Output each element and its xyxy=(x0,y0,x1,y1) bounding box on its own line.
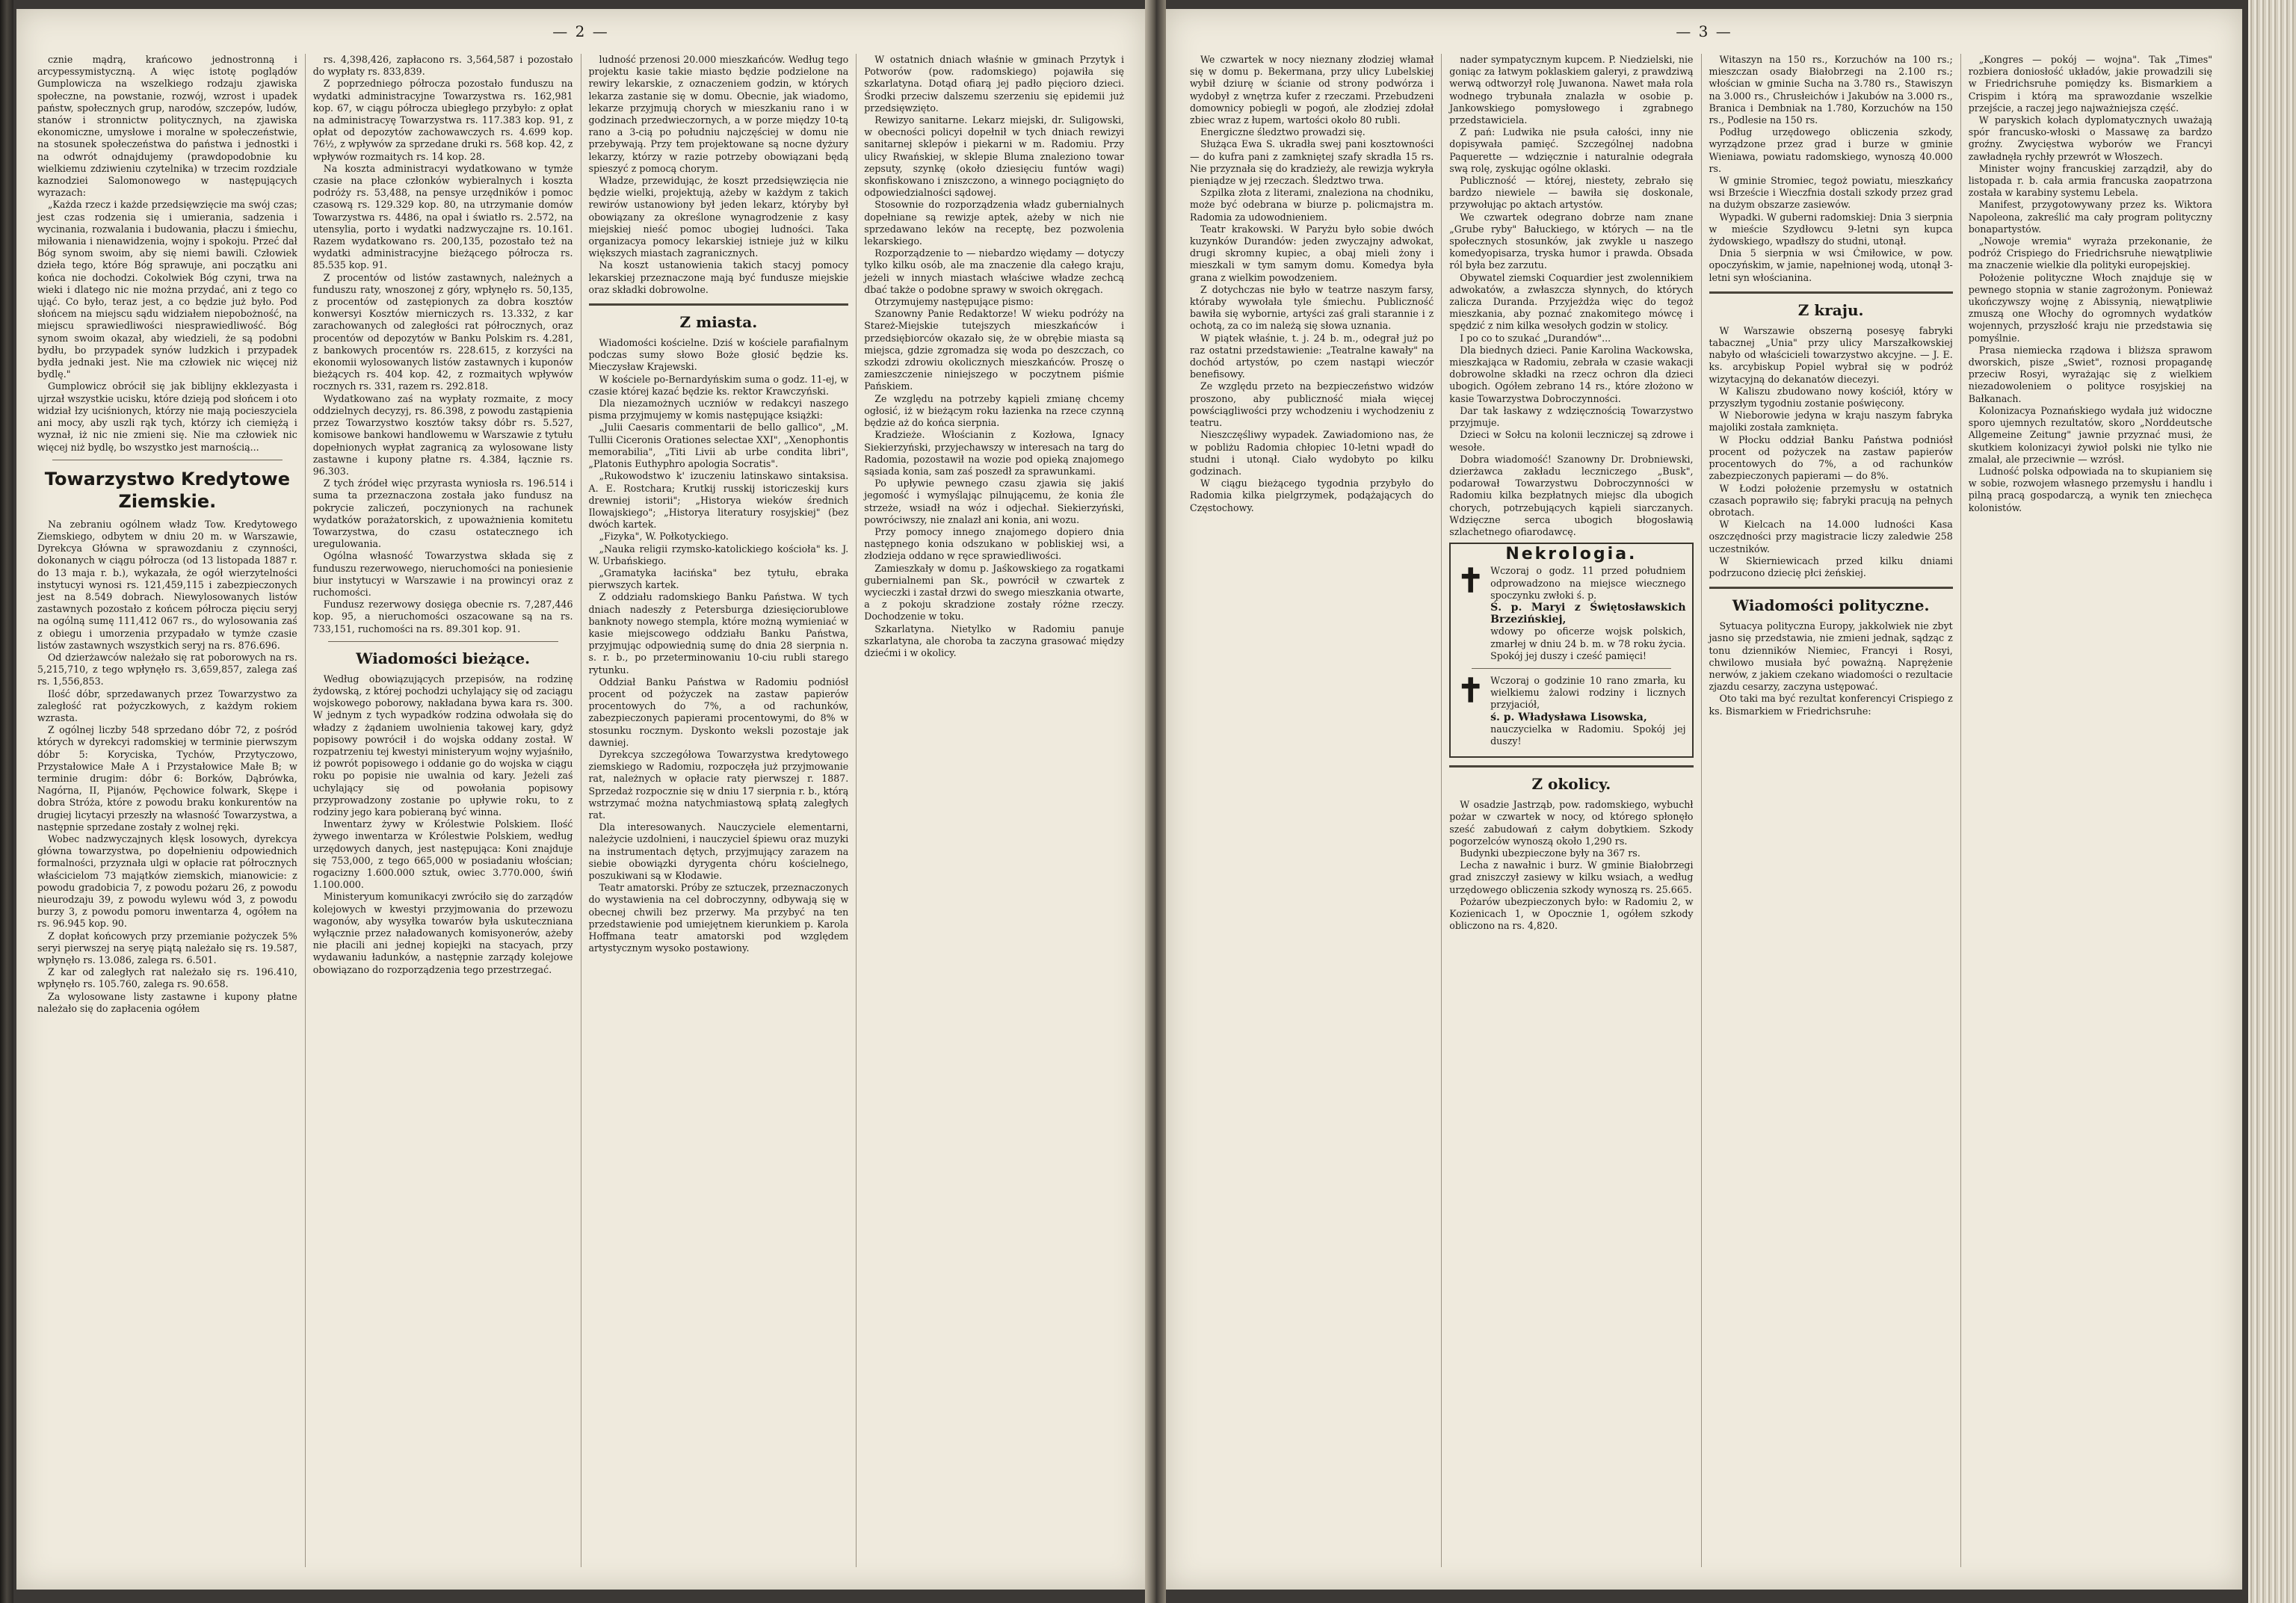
divider xyxy=(1709,587,1953,589)
paragraph: „Fizyka", W. Połkotyckiego. xyxy=(599,531,729,543)
paragraph: Rozporządzenie to — niebardzo więdamy — dotyczy tylko kilku osób, ale ma znaczenie dla całego kraju, jeżeli w innych miastach właściwe władze zechcą dbać także o podobne sprawy w swoich okręgach. xyxy=(864,247,1124,295)
right-column-3 xyxy=(1702,54,1961,1567)
paragraph: Od dzierżawców należało się rat poborowych na rs. 5,215,710, z tego wpłynęło rs. 3,659,857, zalega zaś rs. 1,556,853. xyxy=(37,651,297,688)
paragraph: Teatr krakowski. W Paryżu było sobie dwóch kuzynków Durandów: jeden zwyczajny adwokat, drugi skromny kupiec, a obaj mieli żony i mieszkali w tym samym domu. Komedya była grana z wielkim powodzeniem. xyxy=(1190,223,1434,283)
paragraph: Dzieci w Sołcu na kolonii leczniczej są zdrowe i wesołe. xyxy=(1449,429,1694,453)
paragraph: Witaszyn na 150 rs., Korzuchów na 100 rs.; mieszczan osady Białobrzegi na 2.100 rs.; włościan w gminie Sucha na 3.780 rs., Stawiszyn na 3.000 rs., Chrusłeichów i Jakubów na 3.000 rs., Branica i Dembniak na 1.780, Korzuchów na 150 rs., Podlesie na 150 rs. xyxy=(1709,54,1953,126)
right-column-2 xyxy=(1442,54,1701,1567)
paragraph: Kradzieże. Włościanin z Kozłowa, Ignacy Siekierzyński, przyjechawszy w interesach na targ do Radomia, pozostawił na wozie pod opieką znajomego sąsiada konia, sam zaś poszedł za sprawunkami. xyxy=(864,429,1124,477)
paragraph: Pożarów ubezpieczonych było: w Radomiu 2, w Kozienicach 1, w Opocznie 1, ogółem szkody obliczono na rs. 4,820. xyxy=(1449,895,1694,932)
section-heading-from-city: Z miasta. xyxy=(679,313,758,332)
right-column-4 xyxy=(1961,54,2220,1567)
paragraph: Energiczne śledztwo prowadzi się. xyxy=(1200,126,1365,138)
paragraph: Kolonizacya Poznańskiego wydała już widoczne sporo ujemnych rezultatów, skoro „Norddeutsche Allgemeine Zeitung" jawnie przyznać musi, że skutkiem kolonizacyi żywioł polski nie tylko nie zmalał, ale przeciwnie — wzrósł. xyxy=(1968,404,2212,465)
paragraph: Dobra wiadomość! Szanowny Dr. Drobniewski, dzierżawca zakładu leczniczego „Busk", podarował Towarzystwu Dobroczynności w Radomiu kilka bezpłatnych miejsc dla ubogich chorych, potrzebujących kąpieli siarczanych. Wdzięczne serca ubogich błogosławią szlachetnego ofiarodawcę. xyxy=(1449,453,1694,537)
paragraph: Otrzymujemy następujące pismo: xyxy=(874,296,1034,308)
paragraph: Na koszta administracyi wydatkowano w tymże czasie na płace członków wybieralnych i koszta podróży rs. 53,488, na pensye urzędników i pomoc czasową rs. 129.329 kop. 80, na utrzymanie domów Towarzystwa rs. 4486, na opał i światło rs. 2.572, na utensylia, porto i wydatki nadzwyczajne rs. 10.161. Razem wydatkowano rs. 200,135, pozostało też na wydatki administracyjne bieżącego półrocza rs. 85.535 kop. 91. xyxy=(312,162,573,271)
paragraph: Z kar od zaległych rat należało się rs. 196.410, wpłynęło rs. 105.760, zalega rs. 90.658. xyxy=(37,966,297,990)
book-gutter xyxy=(1145,0,1166,1603)
obituary-heading: Nekrologia. xyxy=(1505,545,1638,564)
left-column-1 xyxy=(30,54,306,1567)
section-heading-political-news: Wiadomości polityczne. xyxy=(1732,596,1930,615)
quotation: „Każda rzecz i każde przedsięwzięcie ma swój czas; jest czas rodzenia się i umierania, sadzenia i wycinania, rozwalania i budowania, płaczu i śmiechu, miłowania i nienawidzenia, wojny i spokoju. Przeć dał Bóg synom swoim, aby się niemi bawili. Człowiek dzieła tego, które Bóg sprawuje, ani początku ani końca nie dochodzi. Cokolwiek Bóg czyni, trwa na wieki i dlatego nic nie można przydać, ani z tego co ująć. Co było, teraz jest, a co będzie już było. Pod słońcem na miejscu sądu widziałem niepobożność, na miejscu sprawiedliwości niesprawiedliwość. Bóg synom swoim okazał, aby wiedzieli, że są podobni bydłu, bo przypadek synów ludzkich i przypadek bydła jednaki jest. Nie ma człowiek nic więcej niż bydlę." xyxy=(37,199,297,380)
paragraph: Fundusz rezerwowy dosięga obecnie rs. 7,287,446 kop. 95, a nieruchomości oszacowane są na rs. 733,151, ruchomości na rs. 89.301 kop. 91. xyxy=(312,599,573,634)
obituary-intro: Wczoraj o godz. 11 przed południem odprowadzono na miejsce wiecznego spoczynku zwłoki ś. p. xyxy=(1490,565,1686,601)
paragraph: Dla biednych dzieci. Panie Karolina Wackowska, mieszkająca w Radomiu, zebrała w czasie wakacji dobrowolne składki na rzecz ochron dla dzieci ubogich. Ogółem zebrano 14 rs., które złożono w kasie Towarzystwa Dobroczynności. xyxy=(1449,344,1694,404)
paragraph: I po co to szukać „Durandów"... xyxy=(1460,332,1611,344)
paragraph: „Gramatyka łacińska" bez tytułu, ebraka pierwszych kartek. xyxy=(588,566,849,591)
divider xyxy=(1709,291,1953,294)
paragraph: Gumplowicz obrócił się jak biblijny ekklezyasta i ujrzał wszystkie ucisku, które dzieją pod słońcem i oto widział łzy uciśnionych, którzy nie mają pocieszyciela ani mocy, aby uszli rąk tych, którzy ich ciemiężą i wyznał, iż nic nie zmieni się. Nie ma człowiek nic więcej niż bydlę, bo wszystko jest marnością... xyxy=(37,380,297,453)
paragraph: Inwentarz żywy w Królestwie Polskiem. Ilość żywego inwentarza w Królestwie Polskiem, według urzędowych danych, jest następująca: Koni znajduje się 753,000, z tego 665,000 w posiadaniu włościan; rogacizny 1.600.000 sztuk, owiec 3.770.000, świń 1.100.000. xyxy=(312,818,573,891)
paragraph: Wobec nadzwyczajnych klęsk losowych, dyrekcya główna towarzystwa, po dopełnieniu odpowiednich formalności, przyznała ulgi w opłacie rat półrocznych właścicielom 73 majątków ziemskich, mianowicie: z powodu gradobicia 7, z powodu pożaru 26, z powodu nieurodzaju 39, z powodu wylewu wód 3, z powodu burzy 3, z powodu pomoru inwentarza 4, ogółem na rs. 96.945 kop. 90. xyxy=(37,833,297,930)
paragraph: Z dotychczas nie było w teatrze naszym farsy, któraby wywołała tyle śmiechu. Publiczność bawiła się wybornie, artyści zaś grali starannie i z ochotą, za co im należą się słowa uznania. xyxy=(1190,283,1434,332)
paragraph: Minister wojny francuskiej zarządził, aby do listopada r. b. cała armia francuska zaopatrzona została w karabiny systemu Lebela. xyxy=(1968,162,2212,199)
cross-icon: ✝ xyxy=(1457,562,1485,601)
paragraph: W Kaliszu zbudowano nowy kościół, który w przyszłym tygodniu zostanie poświęcony. xyxy=(1709,385,1953,410)
paragraph: Manifest, przygotowywany przez ks. Wiktora Napoleona, zakreślić ma cały program polityczny bonapartystów. xyxy=(1968,199,2212,235)
paragraph: rs. 4,398,426, zapłacono rs. 3,564,587 i pozostało do wypłaty rs. 833,839. xyxy=(312,54,573,78)
paragraph: Przy pomocy innego znajomego dopiero dnia następnego konia odszukano w pobliskiej wsi, a złodzieja oddano w ręce sprawiedliwości. xyxy=(864,525,1124,562)
paragraph: Oddział Banku Państwa w Radomiu podniósł procent od pożyczek na zastaw papierów procentowych do 7%, a od rachunków, zabezpieczonych papierami procentowymi, do 8% w stosunku rocznym. Dyskonto weksli pozostaje jak dawniej. xyxy=(588,676,849,748)
obituary-entry xyxy=(1457,671,1686,747)
paragraph: Sytuacya polityczna Europy, jakkolwiek nie zbyt jasno się przedstawia, nie zmieni jednak, sądząc z tonu dzienników Niemiec, Francyi i Rosyi, chwilowo musiała być poważną. Naprężenie nerwów, z jakiem czekano wiadomości o rezultacie zjazdu cesarzy, zaczyna ustępować. xyxy=(1709,620,1953,693)
paragraph: Publiczność — której, niestety, zebrało się bardzo niewiele — bawiła się doskonale, przywołując po aktach artystów. xyxy=(1449,175,1694,211)
section-heading-surroundings: Z okolicy. xyxy=(1531,775,1611,794)
paragraph: cznie mądrą, krańcowo jednostronną i arcypessymistyczną. A więc istotę poglądów Gumplowicza na wszelkiego rodzaju zjawiska społeczne, na powstanie, rozwój, wzrost i upadek państw, społecznych grup, narodów, szczepów, ludów, stanów i stronnictw politycznych, na zjawiska ekonomiczne, umysłowe i moralne w społeczeństwie, na stosunek społeczeństwa do państwa i jednostki i na odwrót odnajdujemy (prawdopodobnie ku wielkiemu zdziwieniu czytelnika) w trzecim rozdziale kaznodziei Salomonowego w następujących wyrazach: xyxy=(37,54,297,199)
paragraph: Dnia 5 sierpnia w wsi Ćmiłowice, w pow. opoczyńskim, w jamie, napełnionej wodą, utonął 3-letni syn włościanina. xyxy=(1709,247,1953,283)
paragraph: W Warszawie obszerną posesyę fabryki tabacznej „Unia" przy ulicy Marszałkowskiej nabyło od właścicieli towarzystwo akcyjne. — J. E. ks. arcybiskup Popiel wybrał się w podróż wizytacyjną do dekanatów diecezyi. xyxy=(1709,324,1953,385)
paragraph: Położenie polityczne Włoch znajduje się w pewnego stopnia w stanie zagrożonym. Ponieważ ukończywszy wojnę z Abissynią, niewątpliwie zmuszą one Włochy do ogromnych wydatków wojennych, przyszłość kraju nie przedstawia się pomyślnie. xyxy=(1968,271,2212,344)
paragraph: Oto taki ma być rezultat konferencyi Crispiego z ks. Bismarkiem w Friedrichsruhe: xyxy=(1709,693,1953,717)
paragraph: Ze względu przeto na bezpieczeństwo widzów proszono, aby publiczność miała więcej powściągliwości przy wchodzeniu i wychodzeniu z teatru. xyxy=(1190,380,1434,429)
paragraph: W gminie Stromiec, tegoż powiatu, mieszkańcy wsi Brzeście i Wieczfnia dostali szkody przez grad na dużym obszarze zasiewów. xyxy=(1709,175,1953,211)
paragraph: Ogólna własność Towarzystwa składa się z funduszu rezerwowego, nieruchomości na poniesienie biur instytucyi w Warszawie i na prowincyi oraz z ruchomości. xyxy=(312,550,573,598)
paragraph: ludność przenosi 20.000 mieszkańców. Według tego projektu kasie takie miasto będzie podzielone na rewiry lekarskie, z oznaczeniem godzin, w których lekarza zastanie się w domu. Obecnie, jak wiadomo, lekarze przyjmują chorych w mieszkaniu rano i w godzinach przedwieczornych, a w porze między 10-tą rano a 3-cią po południu najczęściej w domu nie przebywają. Przy tem projektowane są nocne dyżury lekarzy, którzy w razie potrzeby obowiązani będą spieszyć z pomocą chorym. xyxy=(588,54,849,174)
right-page xyxy=(1166,9,2242,1590)
page-number-left: — 2 — xyxy=(552,22,609,40)
paragraph: Rewizyo sanitarne. Lekarz miejski, dr. Suligowski, w obecności policyi dopełnił w tych dniach rewizyi sanitarnej sklepów i piekarni w m. Radomiu. Przy ulicy Rwańskiej, w sklepie Bluma znaleziono towar zepsuty, szynkę (około dziesięciu funtów wagi) skonfiskowano i zniszczono, a winnego pociągnięto do odpowiedzialności sądowej. xyxy=(864,114,1124,199)
page-number-right: — 3 — xyxy=(1676,22,1732,40)
paragraph: Lecha z nawałnic i burz. W gminie Białobrzegi grad zniszczył zasiewy w kilku wsiach, a według urzędowego obliczenia szkody wynoszą rs. 25.665. xyxy=(1449,859,1694,895)
paragraph: Prasa niemiecka rządowa i bliższa sprawom dworskich, pisze „Swiet", roznosi propagandę przeciw Rosyi, wyrażając się z wielkiem niezadowoleniem o polityce rosyjskiej na Bałkanach. xyxy=(1968,344,2212,404)
paragraph: „Nowoje wremia" wyraża przekonanie, że podróż Crispiego do Friedrichsruhe niewątpliwie ma znaczenie wielkie dla polityki europejskiej. xyxy=(1968,235,2212,271)
paragraph: nader sympatycznym kupcem. P. Niedzielski, nie goniąc za łatwym poklaskiem galeryi, z prawdziwą werwą odtworzył rolę Juwanona. Nawet mała rola wodnego trybunała znalazła w osobie p. Jankowskiego pomysłowego i zgrabnego przedstawiciela. xyxy=(1449,54,1694,126)
paragraph: W piątek właśnie, t. j. 24 b. m., odegrał już po raz ostatni przedstawienie: „Teatralne kawały" na dochód artystów, po czem nastąpi wieczór benefisowy. xyxy=(1190,332,1434,380)
paragraph: Służąca Ewa S. ukradła swej pani kosztowności — do kufra pani z zamkniętej szafy skradła 15 rs. Nie przyznała się do kradzieży, ale rewizja wykryła pieniądze w jej rzeczach. Śledztwo trwa. xyxy=(1190,138,1434,187)
obituary-rest: nauczycielka w Radomiu. Spokój jej duszy! xyxy=(1490,723,1686,747)
paragraph: W Nieborowie jedyna w kraju naszym fabryka majoliki została zamknięta. xyxy=(1709,410,1953,433)
obituary-entry xyxy=(1457,562,1686,662)
obituary-name: ś. p. Władysława Lisowska, xyxy=(1490,711,1647,723)
paragraph: Władze, przewidując, że koszt przedsięwzięcia nie będzie wielki, projektują, ażeby w każdym z takich rewirów ustanowiony był jeden lekarz, któryby był obowiązany za określone wynagrodzenie z kasy miejskiej nieść pomoc ubogiej ludności. Taka organizacya pomocy lekarskiej istnieje już w kilku większych miastach zagranicznych. xyxy=(588,175,849,259)
paragraph: Teatr amatorski. Próby ze sztuczek, przeznaczonych do wystawienia na cel dobroczynny, odbywają się w obecnej chwili bez przerwy. Ma przybyć na ten przedstawienie pod umiejętnem kierunkiem p. Karola Hoffmana teatr amatorski pod względem artystycznym wysoko postawiony. xyxy=(588,882,849,954)
paragraph: Z oddziału radomskiego Banku Państwa. W tych dniach nadeszły z Petersburga dziesięciorublowe banknoty nowego stempla, które możną wymieniać w kasie miejscowego oddziału Banku Państwa, przyjmując odpowiednią sumę do dnia 28 sierpnia n. s. r. b., po przeterminowaniu 10-ciu rubli starego rytunku. xyxy=(588,591,849,676)
paragraph: Zamieszkały w domu p. Jaśkowskiego za rogatkami gubernialnemi pan Sk., powrócił w czwartek z wycieczki i zastał drzwi do swego mieszkania otwarte, a z pokoju skradzione zostały różne rzeczy. Dochodzenie w toku. xyxy=(864,562,1124,623)
paragraph: Podług urzędowego obliczenia szkody, wyrządzone przez grad i burze w gminie Wieniawa, powiatu radomskiego, wynoszą 40.000 rs. xyxy=(1709,126,1953,174)
paragraph: We czwartek w nocy nieznany złodziej włamał się w domu p. Bekermana, przy ulicy Lubelskiej wybił dziurę w ścianie od strony podwórza i wydobył z wnętrza kufer z rzeczami. Przebudzeni domownicy pobiegli w pogoń, ale złodziej zdołał zbiec wraz z łupem, wartości około 80 rubli. xyxy=(1190,54,1434,126)
paragraph: Obywatel ziemski Coquardier jest zwolennikiem adwokatów, a zwłaszcza słynnych, do których zalicza Duranda. Przyjeżdża więc do tegoż mieszkania, aby poznać znakomitego mówcę i spędzić z nim kilka wesołych godzin w stolicy. xyxy=(1449,271,1694,332)
paragraph: W ostatnich dniach właśnie w gminach Przytyk i Potworów (pow. radomskiego) pojawiła się szkarlatyna. Dotąd ofiarą jej padło pięcioro dzieci. Środki przeciw dalszemu szerzeniu się epidemii już przedsięwzięto. xyxy=(864,54,1124,114)
paragraph: Z procentów od listów zastawnych, należnych a funduszu raty, wnoszonej z góry, wpłynęło rs. 50,135, z procentów od zastępionych za dobra kosztów konwersyi Kosztów mierniczych rs. 13.332, z kar zarachowanych od zaległości rat półrocznych, oraz procentów od depozytów w Banku Polskim rs. 4.281, z bankowych procentów rs. 228.615, z korzyści na ekonomii wylosowanych listów zastawnych i kuponów bieżących rs. 404 kop. 42, z rozmaitych wpływów rocznych rs. 331, razem rs. 292.818. xyxy=(312,271,573,392)
paragraph: Szkarlatyna. Nietylko w Radomiu panuje szkarlatyna, ale choroba ta zaczyna grasować między dziećmi i w okolicy. xyxy=(864,623,1124,658)
paragraph: W Kielcach na 14.000 ludności Kasa oszczędności przy magistracie liczy zaledwie 258 uczestników. xyxy=(1709,519,1953,555)
paragraph: We czwartek odegrano dobrze nam znane „Grube ryby" Bałuckiego, w których — na tle społecznych stosunków, jak zwykle u naszego komedyopisarza, tryska humor i prawda. Obsada ról była bez zarzutu. xyxy=(1449,211,1694,271)
divider xyxy=(328,641,558,642)
paragraph: Ze względu na potrzeby kąpieli zmianę chcemy ogłosić, iż w bieżącym roku łazienka na rzece czynną będzie aż do końca sierpnia. xyxy=(864,392,1124,429)
paragraph: Nieszczęśliwy wypadek. Zawiadomiono nas, że w pobliżu Radomia chłopiec 10-letni wpadł do studni i utonął. Ciało wydobyto po kilku godzinach. xyxy=(1190,429,1434,477)
paragraph: Na koszt ustanowienia takich stacyj pomocy lekarskiej przeznaczone mają być fundusze miejskie oraz składki dobrowolne. xyxy=(588,259,849,295)
paragraph: Dla niezamożnych uczniów w redakcyi naszego pisma przyjmujemy w komis następujące książki: xyxy=(588,398,849,421)
paragraph: W kościele po-Bernardyńskim suma o godz. 11-ej, w czasie której kazać będzie ks. rektor Krawczyński. xyxy=(588,373,849,397)
divider xyxy=(1472,668,1670,669)
left-column-2 xyxy=(306,54,581,1567)
paragraph: Z tych źródeł więc przyrasta wyniosła rs. 196.514 i suma ta przeznaczona została jako fundusz na pokrycie zaliczeń, poczynionych na rachunek wydatków porażatorskich, z upoważnienia komitetu Towarzystwa, do czasu ostatecznego ich uregulowania. xyxy=(312,478,573,550)
paragraph: Za wylosowane listy zastawne i kupony płatne należało się do zapłacenia ogółem xyxy=(37,990,297,1014)
paragraph: „Nauka religii rzymsko-katolickiego kościoła" ks. J. W. Urbańskiego. xyxy=(588,543,849,566)
paragraph: „Julii Caesaris commentarii de bello gallico", „M. Tullii Ciceronis Orationes selectae XXI", „Xenophontis memorabilia", „Titi Livii ab urbe condita libri", „Platonis Euthyphro apologia Socratis". xyxy=(588,421,849,470)
paragraph: Dla interesowanych. Nauczyciele elementarni, należycie uzdolnieni, i nauczyciel śpiewu oraz muzyki na instrumentach dętych, przyjmujący zarazem na siebie obowiązki dyrygenta chóru kościelnego, poszukiwani są w Kłodawie. xyxy=(588,821,849,881)
paragraph: W ciągu bieżącego tygodnia przybyło do Radomia kilka pielgrzymek, podążających do Częstochowy. xyxy=(1190,478,1434,513)
paragraph: Dar tak łaskawy z wdzięcznością Towarzystwo przyjmuje. xyxy=(1449,404,1694,429)
section-heading-credit-society: Towarzystwo Kredytowe Ziemskie. xyxy=(44,468,290,512)
left-column-4 xyxy=(857,54,1132,1567)
paragraph: Z pań: Ludwika nie psuła całości, inny nie dopisywała pamięć. Szczególnej nadobna Paquerette — wdzięcznie i naturalnie odegrała swą rolę, zyskując ogólne oklaski. xyxy=(1449,126,1694,174)
left-column-3 xyxy=(581,54,857,1567)
paragraph: Wiadomości kościelne. Dziś w kościele parafialnym podczas sumy słowo Boże głosić będzie ks. Mieczysław Krajewski. xyxy=(588,337,849,373)
paragraph: Dyrekcya szczegółowa Towarzystwa kredytowego ziemskiego w Radomiu, rozpoczęła już przyjmowanie rat, należnych w opłacie raty pierwszej r. 1887. Sprzedaż rozpocznie się w dniu 17 sierpnia r. b., którą wstrzymać można natychmiastową spłatą zaległych rat. xyxy=(588,748,849,821)
obituary-text xyxy=(1490,675,1685,747)
paragraph: Z dopłat końcowych przy przemianie pożyczek 5% seryi pierwszej na seryę piątą należało się rs. 19.587, wpłynęło rs. 13.086, zalega rs. 6.501. xyxy=(37,930,297,966)
left-page xyxy=(16,9,1145,1590)
divider xyxy=(1449,765,1693,767)
paragraph: W osadzie Jastrząb, pow. radomskiego, wybuchł pożar w czwartek w nocy, od którego spłonęło sześć zabudowań z całym dobytkiem. Szkody pogorzelców wynoszą około 1,290 rs. xyxy=(1449,799,1694,847)
book-binding-left xyxy=(0,0,13,1603)
right-column-1 xyxy=(1182,54,1442,1567)
divider xyxy=(589,303,849,306)
paragraph: Ministeryum komunikacyi zwróciło się do zarządów kolejowych w kwestyi przyjmowania do przewozu wagonów, aby wysyłka towarów była uskuteczniana wyłącznie przez naładowanych komisyonerów, ażeby nie płacili ani jednej kopiejki na stacyach, przy wydawaniu ładunków, a następnie zarządy kolejowe obowiązano do rozporządzenia tego przestrzegać. xyxy=(312,891,573,975)
paragraph: Z ogólnej liczby 548 sprzedano dóbr 72, z pośród których w dyrekcyi radomskiej w terminie pierwszym dóbr 5: Koryciska, Tychów, Przytyczowo, Przystałowice Małe A i Przystałowice Małe B; w terminie drugim: dóbr 6: Borków, Dąbrówka, Nagórna, II, Pijanów, Pęchowice folwark, Skępe i dobra Stróża, które z powodu braku konkurentów na drugiej licytacyi przeszły na własność Towarzystwa, a następnie sprzedane zostały z wolnej ręki. xyxy=(37,724,297,833)
obituary-name: Ś. p. Maryi z Świętosławskich Brzezińskiej, xyxy=(1490,601,1686,626)
paragraph: Według obowiązujących przepisów, na rodzinę żydowską, z której pochodzi uchylający się od zaciągu wojskowego poborowy, nakładana bywa kara rs. 300. W jednym z tych wypadków rodzina odwołała się do władzy z żądaniem uwolnienia takowej kary, gdyż popisowy powrócił i do wojska oddany został. W rozpatrzeniu tej kwestyi ministeryum wojny wyjaśniło, iż powrót popisowego i oddanie go do wojska w ciągu roku po popisie nie uwalnia od kary. Jeżeli zaś uchylający się od powołania popisowy przyprowadzony zostanie po upływie roku, to z rodziny jego kara pobieraną być winna. xyxy=(312,673,573,818)
paragraph: Po upływie pewnego czasu zjawia się jakiś jegomość i wymyślając pilnującemu, że konia źle strzeże, wsiadł na wóz i odjechał. Siekierzyński, powróciwszy, nie znalazł ani konia, ani wozu. xyxy=(864,478,1124,525)
cross-icon: ✝ xyxy=(1457,671,1485,710)
paragraph: W paryskich kołach dyplomatycznych uważają spór francusko-włoski o Massawę za bardzo groźny. Zwycięstwa wyborów we Francyi zawładnęła rychły przewrót w Włoszech. xyxy=(1968,114,2212,162)
page-edges-right xyxy=(2248,0,2296,1603)
paragraph: Ludność polska odpowiada na to skupianiem się w sobie, rozwojem własnego przemysłu i handlu i pilną pracą gospodarczą, a wynik ten zniechęca kolonistów. xyxy=(1968,465,2212,513)
paragraph: Stosownie do rozporządzenia władz gubernialnych dopełniane są rewizje aptek, ażeby w nich nie sprzedawano leków na receptę, bez pozwolenia lekarskiego. xyxy=(864,199,1124,247)
paragraph: Wypadki. W guberni radomskiej: Dnia 3 sierpnia w mieście Szydłowcu 9-letni syn kupca żydowskiego, wpadłszy do studni, utonął. xyxy=(1709,211,1953,247)
paragraph: Ilość dóbr, sprzedawanych przez Towarzystwo za zaległość rat pożyczkowych, z każdym rokiem wzrasta. xyxy=(37,688,297,723)
paragraph: Budynki ubezpieczone były na 367 rs. xyxy=(1460,847,1641,859)
left-page-columns xyxy=(30,54,1132,1567)
section-heading-current-news: Wiadomości bieżące. xyxy=(356,649,531,667)
paragraph: W Skierniewicach przed kilku dniami podrzucono dziecię płci żeńskiej. xyxy=(1709,555,1953,578)
section-heading-from-country: Z kraju. xyxy=(1797,300,1864,319)
paragraph: Z poprzedniego półrocza pozostało funduszu na wydatki administracyjne Towarzystwa rs. 162,981 kop. 67, w ciągu półrocza ubiegłego przybyło: z opłat na administracyę Towarzystwa rs. 117.383 kop. 91, z opłat od depozytów zachowawczych rs. 4.699 kop. 76½, z wpływów za sprzedane druki rs. 568 kop. 42, z wpływów rozmaitych rs. 14 kop. 28. xyxy=(312,78,573,162)
paragraph: Na zebraniu ogólnem władz Tow. Kredytowego Ziemskiego, odbytem w dniu 20 m. w Warszawie, Dyrekcya Główna w sprawozdaniu z czynności, dokonanych w ciągu półrocza (od 13 listopada 1887 r. do 13 maja r. b.), wykazała, że ogół wierzytelności instytucyi wynosi rs. 121,459,115 i zabezpieczonych jest na 8.549 dobrach. Niewylosowanych listów zastawnych pozostało z końcem półrocza pięciu seryj na ogólną sumę 111,412 067 rs., do wylosowania zaś z obiegu i umorzenia przypadało w tymże czasie listów zastawnych wszystkich seryj na rs. 876.696. xyxy=(37,518,297,651)
obituary-rest: wdowy po oficerze wojsk polskich, zmarłej w dniu 24 b. m. w 78 roku życia. Spokój jej duszy i cześć pamięci! xyxy=(1490,626,1686,661)
right-page-columns xyxy=(1182,54,2220,1567)
obituary-intro: Wczoraj o godzinie 10 rano zmarła, ku wielkiemu żalowi rodziny i licznych przyjaciół, xyxy=(1490,674,1686,711)
paragraph: W Łodzi położenie przemysłu w ostatnich czasach poprawiło się; fabryki pracują na pełnych obrotach. xyxy=(1709,482,1953,518)
paragraph: „Kongres — pokój — wojna". Tak „Times" rozbiera doniosłość układów, jakie prowadzili się w Friedrichsruhe pomiędzy ks. Bismarkiem a Crispim i którą ma sprawozdanie wszelkie przejście, a raczej jego najważniejsza część. xyxy=(1968,54,2212,114)
paragraph: Szpilka złota z literami, znaleziona na chodniku, może być odebrana w biurze p. policmajstra m. Radomia za udowodnieniem. xyxy=(1190,187,1434,223)
paragraph: Szanowny Panie Redaktorze! W wieku podróży na Stareż-Miejskie tutejszych mieszkańców i przedsiębiorców okazało się, że w obrębie miasta są miejsca, gdzie zgromadza się woda po deszczach, co szkodzi zdrowiu okolicznych mieszkańców. Proszę o zamieszczenie niniejszego w poczytnem piśmie Pańskiem. xyxy=(864,308,1124,392)
paragraph: W Płocku oddział Banku Państwa podniósł procent od pożyczek na zastaw papierów procentowych do 7%, a od rachunków zabezpieczonych papierami — do 8%. xyxy=(1709,433,1953,482)
paragraph: „Rukowodstwo k' izuczeniu latinskawo sintaksisa. A. E. Rostchara; Krutkij russkij istoriczeskij kurs drewniej istorii"; „Historya wieków średnich Ilowajskiego"; „Historya literatury rosyjskiej" (bez dwóch kartek. xyxy=(588,470,849,531)
obituary-text xyxy=(1490,565,1685,662)
paragraph: Wydatkowano zaś na wypłaty rozmaite, z mocy oddzielnych decyzyj, rs. 86.398, z powodu zastąpienia przez Towarzystwo kosztów taksy dóbr rs. 5.527, komisowe bankowi handlowemu w Warszawie z tytułu dopełnionych wypłat zagranicą za wylosowane listy zastawne i kupony płatne rs. 4.384, łącznie rs. 96.303. xyxy=(312,392,573,477)
obituary-box xyxy=(1449,543,1693,758)
